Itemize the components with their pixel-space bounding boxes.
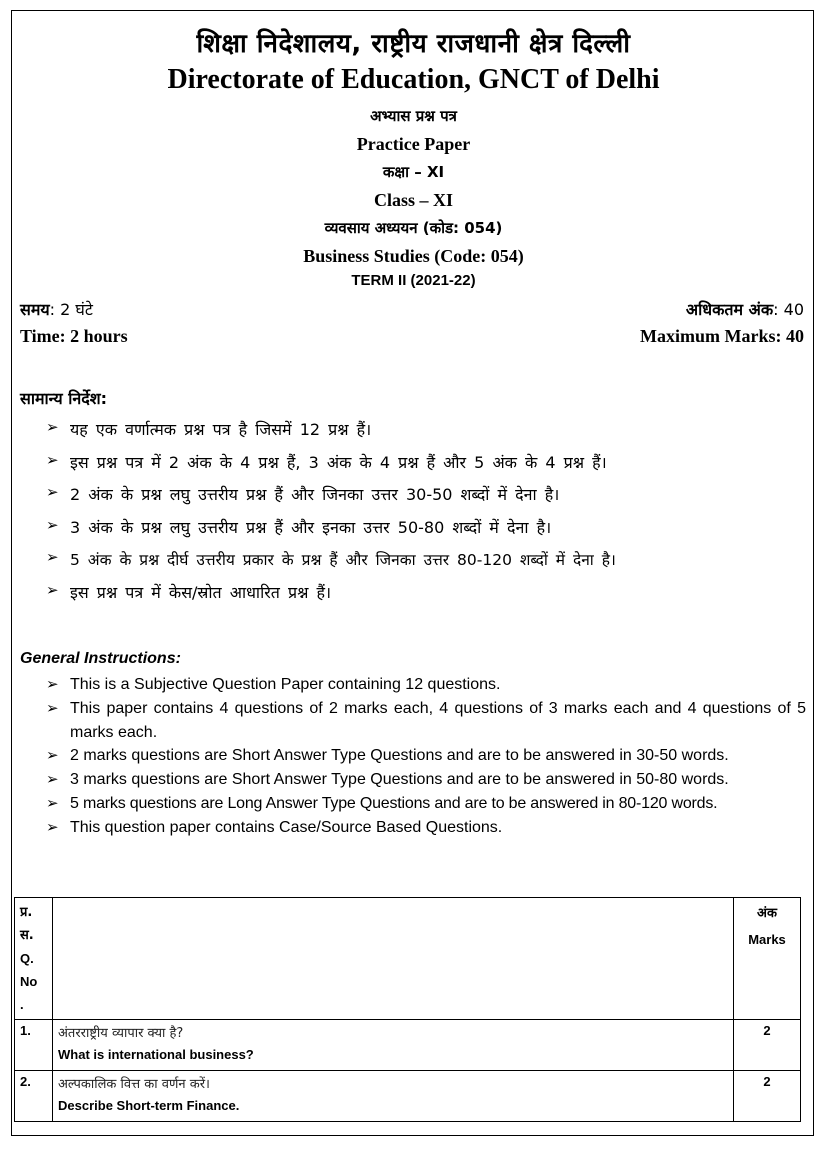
- list-item: ➢ 3 अंक के प्रश्न लघु उत्तरीय प्रश्न हैं और इनका उत्तर 50-80 शब्दों में देना है।: [46, 515, 552, 537]
- time-hindi: समय: 2 घंटे: [20, 300, 93, 319]
- table-row: [15, 1020, 801, 1071]
- question-cell: अल्पकालिक वित्त का वर्णन करें। Describe Short-term Finance.: [53, 1071, 734, 1122]
- question-cell: अंतरराष्ट्रीय व्यापार क्या है? What is international business?: [53, 1020, 734, 1071]
- question-marks: 2: [734, 1020, 801, 1071]
- list-item: ➢ This is a Subjective Question Paper containing 12 questions.: [46, 673, 806, 697]
- instructions-list-english: [46, 673, 806, 840]
- list-item: ➢ इस प्रश्न पत्र में 2 अंक के 4 प्रश्न हैं, 3 अंक के 4 प्रश्न हैं और 5 अंक के 4 प्रश्न हैं।: [46, 450, 607, 472]
- class-english: Class – XI: [373, 190, 453, 210]
- list-item: ➢ This question paper contains Case/Source Based Questions.: [46, 816, 806, 840]
- instructions-list-hindi: [46, 418, 806, 613]
- class-hindi: कक्षा – XI: [382, 163, 445, 181]
- arrow-bullet-icon: ➢: [46, 793, 59, 812]
- header-question: [53, 898, 734, 1020]
- max-marks-hindi: अधिकतम अंक: 40: [685, 300, 804, 319]
- arrow-bullet-icon: ➢: [46, 746, 59, 765]
- practice-paper-hindi: अभ्यास प्रश्न पत्र: [370, 107, 457, 125]
- question-number: 2.: [15, 1071, 53, 1122]
- directorate-title-english: Directorate of Education, GNCT of Delhi: [167, 64, 660, 95]
- list-item: ➢ यह एक वर्णात्मक प्रश्न पत्र है जिसमें 12 प्रश्न हैं।: [46, 418, 372, 439]
- question-marks: 2: [734, 1071, 801, 1122]
- arrow-bullet-icon: ➢: [46, 483, 59, 501]
- subject-hindi: व्यवसाय अध्ययन (कोड: 054): [324, 219, 503, 237]
- table-header-row: [15, 898, 801, 1020]
- list-item: ➢ 2 marks questions are Short Answer Type Questions and are to be answered in 30-50 words.: [46, 744, 806, 768]
- list-item: ➢ 5 अंक के प्रश्न दीर्घ उत्तरीय प्रकार के प्रश्न हैं और जिनका उत्तर 80-120 शब्दों में देना है।: [46, 548, 616, 569]
- directorate-title-hindi: शिक्षा निदेशालय, राष्ट्रीय राजधानी क्षेत्र दिल्ली: [196, 29, 631, 59]
- arrow-bullet-icon: ➢: [46, 675, 59, 693]
- max-marks-english: Maximum Marks: 40: [640, 326, 804, 346]
- table-row: [15, 1071, 801, 1122]
- arrow-bullet-icon: ➢: [46, 418, 59, 436]
- list-item: ➢ इस प्रश्न पत्र में केस/स्रोत आधारित प्रश्न हैं।: [46, 580, 332, 602]
- arrow-bullet-icon: ➢: [46, 698, 59, 717]
- subject-english: Business Studies (Code: 054): [303, 246, 524, 266]
- list-item: ➢ This paper contains 4 questions of 2 marks each, 4 questions of 3 marks each and 4 questions of 5 marks each.: [46, 697, 806, 745]
- instructions-heading-english: General Instructions:: [20, 650, 181, 667]
- arrow-bullet-icon: ➢: [46, 580, 59, 599]
- header-marks: अंक Marks: [734, 898, 801, 1020]
- time-english: Time: 2 hours: [20, 326, 128, 346]
- arrow-bullet-icon: ➢: [46, 548, 59, 566]
- arrow-bullet-icon: ➢: [46, 450, 59, 469]
- arrow-bullet-icon: ➢: [46, 817, 59, 836]
- list-item: ➢ 2 अंक के प्रश्न लघु उत्तरीय प्रश्न हैं और जिनका उत्तर 30-50 शब्दों में देना है।: [46, 483, 560, 504]
- question-table: [14, 897, 801, 1122]
- list-item: ➢ 3 marks questions are Short Answer Type Questions and are to be answered in 50-80 words.: [46, 768, 806, 792]
- term-label: TERM II (2021-22): [351, 272, 476, 289]
- arrow-bullet-icon: ➢: [46, 770, 59, 789]
- question-number: 1.: [15, 1020, 53, 1071]
- practice-paper-english: Practice Paper: [356, 134, 471, 154]
- instructions-heading-hindi: सामान्य निर्देश:: [20, 389, 108, 408]
- arrow-bullet-icon: ➢: [46, 515, 59, 534]
- list-item: ➢ 5 marks questions are Long Answer Type Questions and are to be answered in 80-120 words.: [46, 792, 806, 816]
- header-question-number: प्र. स. Q. No .: [15, 898, 53, 1020]
